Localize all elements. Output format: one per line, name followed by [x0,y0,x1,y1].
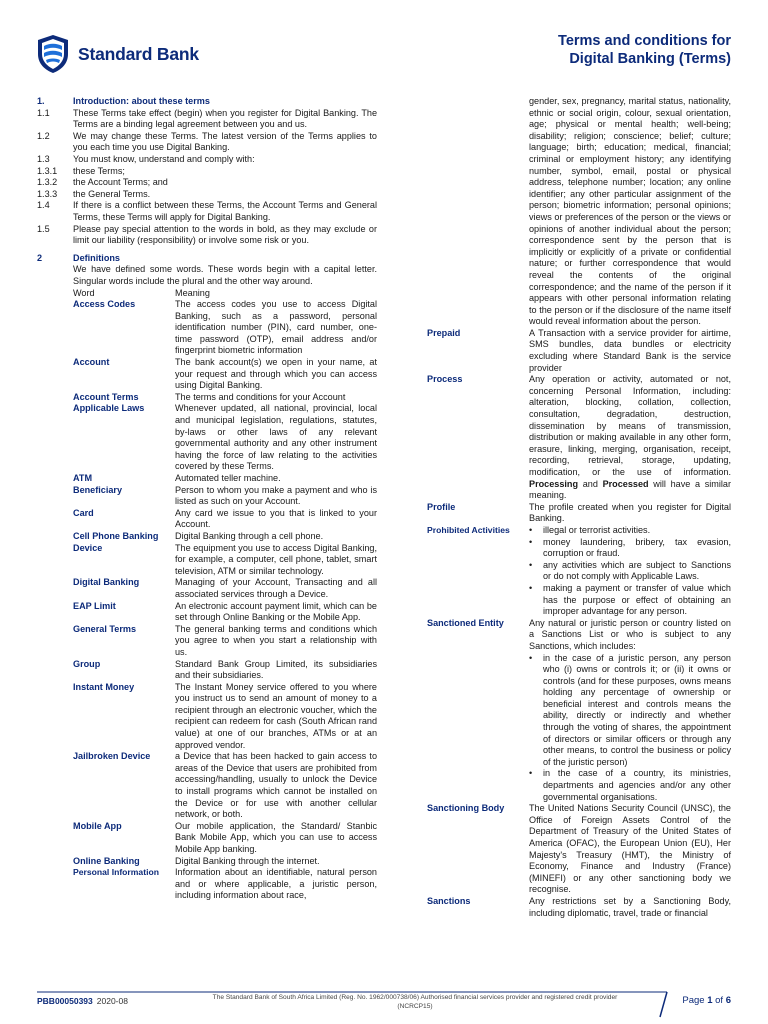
page-of: of [715,995,724,1006]
definition-term: Applicable Laws [73,403,145,414]
clause [37,189,377,201]
definition-term: Profile [427,501,456,512]
clause [37,108,377,131]
definition-term: Access Codes [73,299,136,310]
brand-name: Standard Bank [78,43,199,64]
definition-meaning: Digital Banking through the internet. [175,855,320,866]
clause [37,131,377,154]
clause-number: 1.1 [37,107,50,118]
definition-row [427,618,731,804]
clause [37,166,377,178]
clause-text: these Terms; [73,165,125,176]
bullet-list [529,525,731,618]
definition-row [427,502,731,525]
section-number: 1. [37,96,45,106]
list-item: • money laundering, bribery, tax evasion, corruption or fraud. [529,536,731,559]
clause-number: 1.5 [37,223,50,234]
definition-term: Jailbroken Device [73,751,151,762]
bold-term: Processed [602,478,649,489]
bullet-list [529,653,731,804]
definition-row [427,896,731,919]
definition-meaning: The profile created when you register for Digital Banking. [529,501,731,524]
definition-term: Sanctioning Body [427,803,505,814]
personal-information-continued: gender, sex, pregnancy, marital status, nationality, ethnic or social origin, colour, sexual orientation, age; physical or mental health; well-being; disability; religion; conscience; belief; culture; language; birth; education; medical, financial; criminal or employment history; any identifying number, symbol, email, postal or physical address, telephone number; location; any online identifier; any other particular assignment of the person; biometric information; personal opinions; views or preferences of the person or the views or opinions of another individual about the person; correspondence sent by the person that is implicitly or explicitly of a private or confidential nature; or further correspondence that would reveal the contents of the original correspondence; and the name of the person if it appears with other personal information relating to the person or if the disclosure of the name itself would reveal information about the person. [529,96,731,327]
definition-meaning: Person to whom you make a payment and who is listed as such on your Account. [175,484,377,507]
definition-meaning: Digital Banking through a cell phone. [175,530,324,541]
clause-number: 1.3.2 [37,177,58,188]
document-title [558,32,731,68]
section-title: Introduction: about these terms [73,96,210,106]
definition-row [73,392,377,404]
clause-text: These Terms take effect (begin) when you register for Digital Banking. The Terms are a binding legal agreement between you and us. [73,107,377,130]
definition-term: Group [73,658,101,669]
process-meaning-text: Any operation or activity, automated or not, concerning Personal Information, including: alteration, blocking, collation, collection, consultation, degradation, destruction, dissemination by means of transmission, distribution or making available in any other form, erasure, linking, merging, organisation, receipt, recording, retrieval, storage, updating, modification, or the use of information. [529,374,731,477]
definition-term: Account [73,357,110,368]
list-item: • in the case of a country, its ministries, departments and agencies and/or any other governmental organisations. [529,768,731,802]
definition-row [427,96,731,328]
definition-row [427,803,731,896]
conjunction: and [578,478,603,489]
clause-text: We may change these Terms. The latest version of the Terms applies to you each time you use Digital Banking. [73,130,377,153]
clause [37,177,377,189]
left-column [37,96,377,902]
list-item: • in the case of a juristic person, any person who (i) owns or controls it; or (ii) it owns or controls (and for these purposes, owns means holding any percentage of ownership or beneficial interest and controls means the ability, directly or indirectly and whether through the voting of shares, the appointment of directors or similar officers or through any other means, to control the business or policy of the juristic person) [529,652,731,767]
definition-meaning: Managing of your Account, Transacting and all associated services through a Device. [175,577,377,599]
definition-row [73,624,377,659]
list-item: • making a payment or transfer of value which has the purpose or effect of obtaining an improper advantage for any person. [529,582,731,617]
definition-row [73,403,377,473]
clause-number: 1.3 [37,153,50,164]
definition-meaning: The bank account(s) we open in your name, at your request and through which you can access using Digital Banking. [175,357,377,391]
definition-row [73,485,377,508]
definition-row [73,299,377,357]
definition-row [73,508,377,531]
clause [37,224,377,247]
definition-term: Account Terms [73,391,139,402]
column-meaning: Meaning [175,287,210,298]
definition-meaning: Automated teller machine. [175,473,281,483]
definition-row [73,659,377,682]
definition-meaning: An electronic account payment limit, which can be set through Online Banking or the Mobile App. [175,600,377,623]
definition-term: Beneficiary [73,484,123,495]
clause-text: the Account Terms; and [73,177,168,188]
shield-logo-icon [36,34,70,74]
definition-meaning: The terms and conditions for your Account [175,391,346,402]
section-2-heading [37,253,377,265]
definition-term: General Terms [73,623,137,634]
definition-term: Mobile App [73,820,122,831]
definition-row [73,357,377,392]
definition-row [73,751,377,821]
definition-meaning: Whenever updated, all national, provincial, local and municipal legislation, regulations, statutes, by-laws or other laws of any relevant governmental authority and any other instrument having the force of law relating to the activities covered by these Terms. [175,403,377,472]
definition-row [73,821,377,856]
definition-row [73,531,377,543]
definition-meaning: The Instant Money service offered to you where you instruct us to send an amount of money to a recipient through an electronic voucher, which the recipient can redeem for cash (South African rand value) at one of our branches, ATMs or at an approved vendor. [175,681,377,750]
definition-term: Sanctions [427,895,471,906]
page-label: Page [682,995,705,1006]
document-code [37,996,128,1006]
footer-code: PBB00050393 [37,996,93,1006]
footer-date: 2020-08 [96,996,128,1006]
clause-number: 1.3.1 [37,165,58,176]
definition-row [427,525,731,618]
page-footer [0,988,768,1024]
definition-term: Prepaid [427,327,461,338]
definition-meaning: A Transaction with a service provider for airtime, SMS bundles, data bundles or electricity excluding where Standard Bank is the service provider [529,327,731,373]
page-total: 6 [725,995,731,1006]
standard-bank-logo [36,33,199,75]
definition-term: ATM [73,473,93,483]
definition-term: Instant Money [73,681,135,692]
definition-row [73,577,377,600]
definition-meaning [529,374,731,502]
definition-term: Prohibited Activities [427,524,510,535]
definition-meaning: Any restrictions set by a Sanctioning Body, including diplomatic, travel, trade or financial [529,895,731,918]
clause-text: Please pay special attention to the words in bold, as they may exclude or limit our liability (responsibility) or involve some risk or you. [73,223,377,246]
definition-term: Cell Phone Banking [73,530,159,541]
definition-row [73,543,377,578]
clause [37,154,377,166]
definitions-intro: We have defined some words. These words begin with a capital letter. Singular words include the plural and the other way around. [73,264,377,286]
clause-number: 1.3.3 [37,188,58,199]
page-indicator [682,995,731,1006]
definition-meaning: Standard Bank Group Limited, its subsidiaries and their subsidiaries. [175,658,377,681]
definitions-table [37,288,377,902]
definition-row [73,473,377,485]
clause-number: 1.2 [37,130,50,141]
definition-term: Process [427,374,463,385]
footer-legal: The Standard Bank of South Africa Limited (Reg. No. 1962/000738/06) Authorised financial services provider and registered credit provider (NCRCP15) [212,994,618,1010]
title-line-2: Digital Banking (Terms) [569,51,731,67]
section-number: 2 [37,252,43,263]
list-item: • any activities which are subject to Sanctions or do not comply with Applicable Laws. [529,559,731,582]
clause-number: 1.4 [37,200,50,211]
definition-meaning: Our mobile application, the Standard/ Stanbic Bank Mobile App, which you can use to access Mobile App banking. [175,820,377,854]
clause-text: You must know, understand and comply with: [73,153,255,164]
column-word: Word [73,287,95,298]
bold-term: Processing [529,478,579,489]
definition-meaning: The general banking terms and conditions which you agree to when you start a relationship with us. [175,623,377,657]
definition-term: Digital Banking [73,577,140,588]
definition-term: EAP Limit [73,600,116,611]
definition-term: Device [73,542,103,553]
definition-meaning: Any card we issue to you that is linked to your Account. [175,507,377,530]
definition-term: Online Banking [73,855,140,866]
definitions-header [73,288,377,300]
definition-meaning: The United Nations Security Council (UNSC), the Office of Foreign Assets Control of the Department of Treasury of the United States of America (OFAC), the European Union (EU), Her Majesty's Treasury (HMT), the Ministry of Economy, Finance and Industry (France) (MINEFI) or any other sanctioning body we recognise. [529,803,731,895]
definition-term: Sanctioned Entity [427,617,504,628]
list-item: • illegal or terrorist activities. [529,524,651,535]
definition-meaning [529,525,731,618]
definition-term: Personal Information [73,867,159,878]
definition-row [427,374,731,502]
definition-meaning: a Device that has been hacked to gain access to areas of the Device that users are prohibited from accessing/handling, usually to unlock the Device to install programs which cannot be installed on the Device or for use with another cellular network, or both. [175,751,377,820]
right-column [427,96,731,919]
definition-row [73,682,377,752]
definition-row [73,601,377,624]
definition-row [427,328,731,374]
definition-term: Card [73,507,94,518]
section-title: Definitions [73,252,120,263]
definition-row [73,856,377,868]
sanctioned-entity-meaning: Any natural or juristic person or country listed on a Sanctions List or who is subject to any Sanctions, which includes: [529,617,731,651]
definition-meaning: Information about an identifiable, natural person and or where applicable, a juristic person, including information about race, [175,867,377,901]
definition-row [73,867,377,902]
clause-text: the General Terms. [73,188,151,199]
title-line-1: Terms and conditions for [558,33,731,49]
process-meaning-tail: will have a similar meaning. [529,478,731,501]
clause [37,200,377,223]
definition-meaning [529,618,731,804]
clause-text: If there is a conflict between these Terms, the Account Terms and General Terms, these Terms will apply for Digital Banking. [73,200,377,222]
section-1-heading [37,96,377,108]
page-number: 1 [707,995,713,1006]
definition-meaning: The access codes you use to access Digital Banking, such as a password, personal identification number (PIN), card number, one-time password (OTP), email address and/or fingerprint biometric information [175,299,377,356]
definition-meaning: The equipment you use to access Digital Banking, for example, a computer, cell phone, tablet, smart television, ATM or similar technology. [175,542,377,576]
